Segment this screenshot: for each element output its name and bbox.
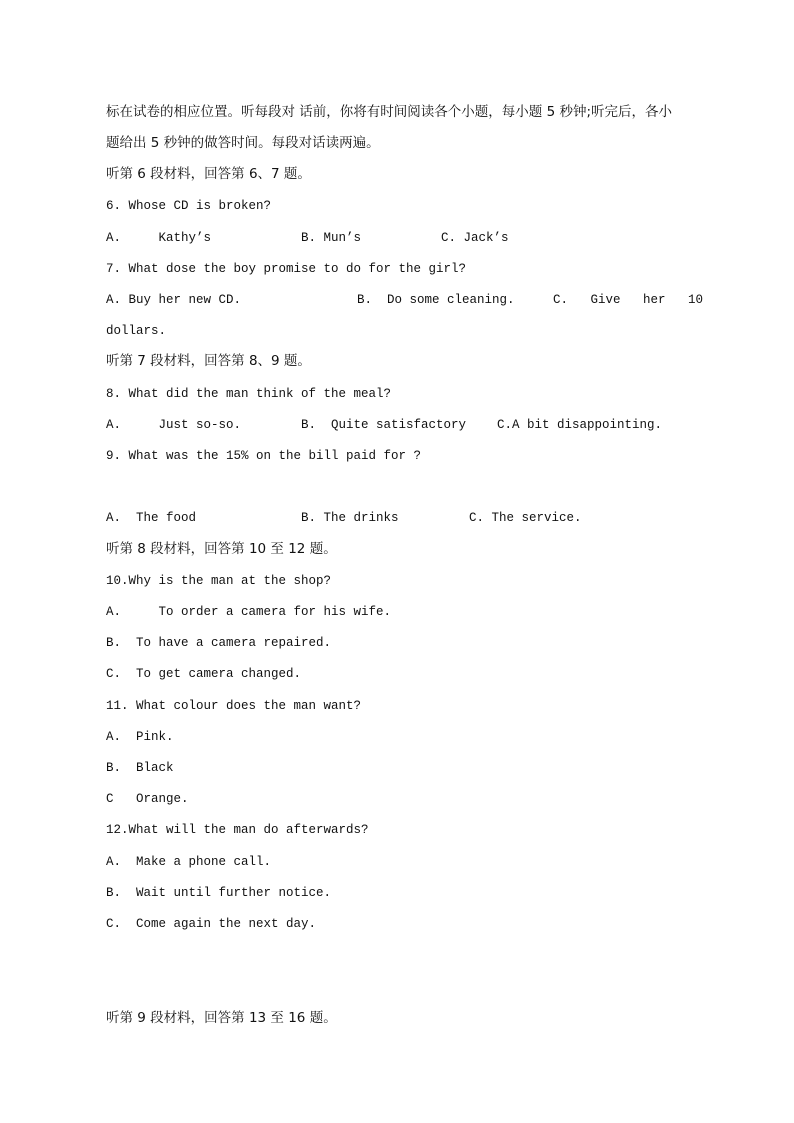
q12-option-b: B. Wait until further notice.: [106, 886, 332, 900]
q11-option-a: A. Pink.: [106, 730, 174, 744]
q6-option-a: A. Kathy’s: [106, 231, 212, 245]
q9-option-a: A. The food: [106, 511, 197, 525]
q10-option-c: C. To get camera changed.: [106, 667, 302, 681]
section-7-heading: 听第 7 段材料，回答第 8、9 题。: [106, 353, 311, 369]
q10-stem: 10.Why is the man at the shop?: [106, 574, 332, 588]
q7-stem: 7. What dose the boy promise to do for the girl?: [106, 262, 467, 276]
section-8-heading: 听第 8 段材料，回答第 10 至 12 题。: [106, 541, 337, 557]
q7-option-c-continued: dollars.: [106, 324, 167, 338]
q6-stem: 6. Whose CD is broken?: [106, 199, 272, 213]
q7-option-c: C. Give her 10: [553, 293, 704, 307]
q8-option-a: A. Just so-so.: [106, 418, 242, 432]
q11-option-b: B. Black: [106, 761, 174, 775]
q12-option-a: A. Make a phone call.: [106, 855, 272, 869]
q9-option-b: B. The drinks: [301, 511, 399, 525]
q7-option-a: A. Buy her new CD.: [106, 293, 242, 307]
q11-stem: 11. What colour does the man want?: [106, 699, 362, 713]
q10-option-b: B. To have a camera repaired.: [106, 636, 332, 650]
q9-stem: 9. What was the 15% on the bill paid for ?: [106, 449, 422, 463]
q7-option-b: B. Do some cleaning.: [357, 293, 515, 307]
section-6-heading: 听第 6 段材料，回答第 6、7 题。: [106, 166, 311, 182]
q8-option-b: B. Quite satisfactory: [301, 418, 467, 432]
q6-option-c: C. Jack’s: [441, 231, 509, 245]
q6-option-b: B. Mun’s: [301, 231, 362, 245]
q10-option-a: A. To order a camera for his wife.: [106, 605, 392, 619]
q12-stem: 12.What will the man do afterwards?: [106, 823, 369, 837]
intro-line-1: 标在试卷的相应位置。听每段对 话前，你将有时间阅读各个小题，每小题 5 秒钟;听完后，各小: [106, 104, 673, 120]
intro-line-2: 题给出 5 秒钟的做答时间。每段对话读两遍。: [106, 135, 380, 151]
section-9-heading: 听第 9 段材料，回答第 13 至 16 题。: [106, 1010, 337, 1026]
q8-stem: 8. What did the man think of the meal?: [106, 387, 392, 401]
q9-option-c: C. The service.: [469, 511, 582, 525]
q12-option-c: C. Come again the next day.: [106, 917, 317, 931]
q11-option-c: C Orange.: [106, 792, 189, 806]
q8-option-c: C.A bit disappointing.: [497, 418, 663, 432]
